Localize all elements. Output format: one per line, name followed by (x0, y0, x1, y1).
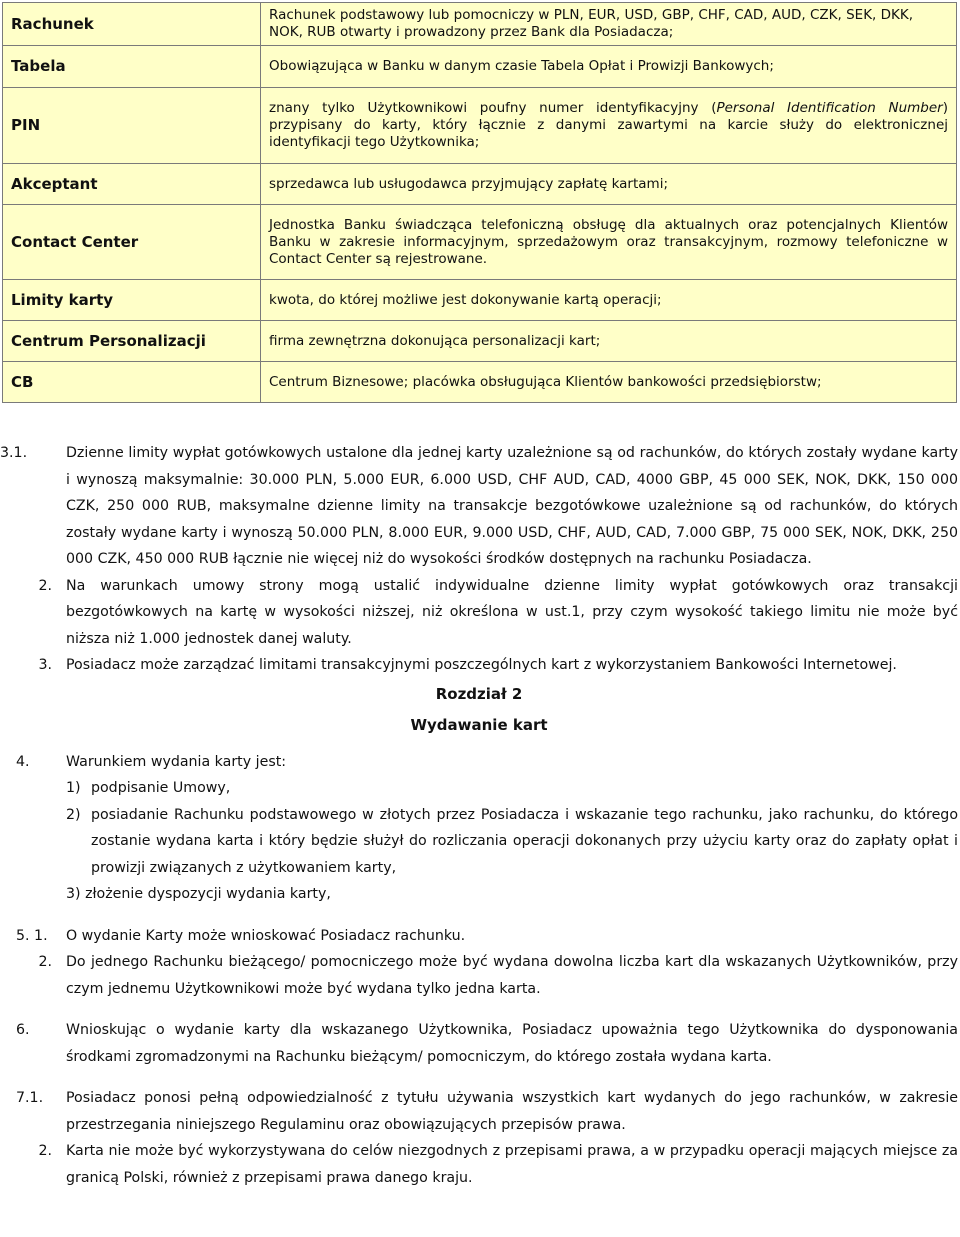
paragraph-text: Dzienne limity wypłat gotówkowych ustalone dla jednej karty uzależnione są od rachunków, do których zostały wydane karty i wynoszą maksymalnie: 30.000 PLN, 5.000 EUR, 6.000 USD, CHF AUD, CAD, 4000 GBP, 45 000 SEK, NOK, DKK, 150 000 CZK, 250 000 RUB, maksymalne dzienne limity na transakcje bezgotówkowe uzależnione są od rachunków, do których zostały wydane karty i wynoszą 50.000 PLN, 8.000 EUR, 9.000 USD, CHF, AUD, CAD, 7.000 GBP, 75 000 SEK, NOK, DKK, 250 000 CZK, 450 000 RUB łącznie nie więcej niż do wysokości środków dostępnych na rachunku Posiadacza. (66, 445, 958, 567)
definition-term: Akceptant (3, 164, 261, 205)
definition-row (3, 46, 957, 88)
paragraph-number: 3. (38, 657, 52, 673)
paragraph-text: Posiadacz może zarządzać limitami transakcyjnymi poszczególnych kart z wykorzystaniem Bankowości Internetowej. (66, 657, 897, 673)
paragraph-6 (0, 1017, 958, 1070)
definition-desc: Rachunek podstawowy lub pomocniczy w PLN, EUR, USD, GBP, CHF, CAD, AUD, CZK, SEK, DKK, NOK, RUB otwarty i prowadzony przez Bank dla Posiadacza; (261, 3, 957, 46)
definition-row (3, 362, 957, 403)
definition-term: Rachunek (3, 3, 261, 46)
paragraph-5-1 (0, 923, 958, 950)
pin-desc-italic: Personal Identification Number (716, 100, 943, 116)
regulation-body (0, 440, 958, 1191)
paragraph-number: 2. (38, 1143, 52, 1159)
paragraph-number: 2. (38, 577, 52, 594)
definition-desc: Obowiązująca w Banku w danym czasie Tabela Opłat i Prowizji Bankowych; (261, 46, 957, 88)
definition-desc: sprzedawca lub usługodawca przyjmujący zapłatę kartami; (261, 164, 957, 205)
paragraph-text: O wydanie Karty może wnioskować Posiadacz rachunku. (66, 927, 466, 944)
paragraph-7-2 (0, 1138, 958, 1191)
item-text: podpisanie Umowy, (91, 780, 231, 796)
paragraph-text: Do jednego Rachunku bieżącego/ pomocniczego może być wydana dowolna liczba kart dla wskazanych Użytkowników, przy czym jednemu Użytkownikowi może być wydana tylko jedna karta. (66, 954, 958, 997)
chapter-heading: Rozdział 2 (435, 684, 523, 703)
paragraph-text: Na warunkach umowy strony mogą ustalić indywidualne dzienne limity wypłat gotówkowych oraz transakcji bezgotówkowych na kartę w wysokości niższej, niż określona w ust.1, przy czym wysokość takiego limitu nie może być niższa niż 1.000 jednostek danej waluty. (66, 577, 958, 647)
paragraph-number: 5. 1. (16, 927, 48, 944)
pin-desc-post: ) przypisany do karty, który łącznie z danymi zawartymi na karcie służy do elektronicznej identyfikacji tego Użytkownika; (269, 100, 948, 150)
item-text: posiadanie Rachunku podstawowego w złotych przez Posiadacza i wskazanie tego rachunku, jako rachunku, do którego zostanie wydana karta i który będzie służył do rozliczania operacji dokonanych przy użyciu karty oraz do zapłaty opłat i prowizji związanych z użytkowaniem karty, (91, 806, 958, 876)
definition-term: PIN (3, 88, 261, 164)
paragraph-text: Wnioskując o wydanie karty dla wskazanego Użytkownika, Posiadacz upoważnia tego Użytkownika do dysponowania środkami zgromadzonymi na Rachunku bieżącym/ pomocniczym, do którego została wydana karta. (66, 1022, 958, 1065)
item-number: 1) (66, 780, 81, 796)
definition-row (3, 280, 957, 321)
definition-desc (261, 88, 957, 164)
definition-desc: kwota, do której możliwe jest dokonywanie kartą operacji; (261, 280, 957, 321)
paragraph-number: 7.1. (16, 1090, 44, 1106)
paragraph-3-2 (0, 573, 958, 653)
paragraph-number: 6. (16, 1022, 30, 1038)
definition-term: Centrum Personalizacji (3, 321, 261, 362)
paragraph-number: 2. (38, 954, 52, 970)
definition-desc: Centrum Biznesowe; placówka obsługująca Klientów bankowości przedsiębiorstw; (261, 362, 957, 403)
definition-row (3, 3, 957, 46)
item-text: 3) złożenie dyspozycji wydania karty, (66, 886, 331, 902)
item-number: 2) (66, 806, 81, 823)
paragraph-4 (0, 749, 958, 776)
definition-row (3, 164, 957, 205)
paragraph-5-2 (0, 949, 958, 1002)
paragraph-text: Posiadacz ponosi pełną odpowiedzialność z tytułu używania wszystkich kart wydanych do jego rachunków, w zakresie przestrzegania niniejszego Regulaminu oraz obowiązujących przepisów prawa. (66, 1090, 958, 1133)
definitions-table (2, 2, 957, 403)
definition-term: Limity karty (3, 280, 261, 321)
definition-term: Tabela (3, 46, 261, 88)
definition-desc: firma zewnętrzna dokonująca personalizacji kart; (261, 321, 957, 362)
paragraph-3-3 (0, 652, 958, 679)
paragraph-4-3 (0, 881, 958, 908)
chapter-title: Wydawanie kart (410, 716, 548, 734)
paragraph-number: 3.1. (0, 445, 28, 461)
definition-row (3, 205, 957, 280)
paragraph-text: Warunkiem wydania karty jest: (66, 753, 287, 770)
definition-term: CB (3, 362, 261, 403)
paragraph-4-1 (0, 775, 958, 802)
definition-desc: Jednostka Banku świadcząca telefoniczną obsługę dla aktualnych oraz potencjalnych Klientów Banku w zakresie informacyjnym, sprzedażowym oraz transakcyjnym, rozmowy telefoniczne w Contact Center są rejestrowane. (261, 205, 957, 280)
paragraph-text: Karta nie może być wykorzystywana do celów niezgodnych z przepisami prawa, a w przypadku operacji mających miejsce za granicą Polski, również z przepisami prawa danego kraju. (66, 1143, 958, 1186)
definition-row (3, 321, 957, 362)
paragraph-number: 4. (16, 753, 30, 770)
paragraph-7-1 (0, 1085, 958, 1138)
definition-term: Contact Center (3, 205, 261, 280)
paragraph-4-2 (0, 802, 958, 882)
pin-desc-pre: znany tylko Użytkownikowi poufny numer identyfikacyjny ( (269, 100, 717, 116)
paragraph-3-1 (0, 440, 958, 573)
definition-row (3, 88, 957, 164)
